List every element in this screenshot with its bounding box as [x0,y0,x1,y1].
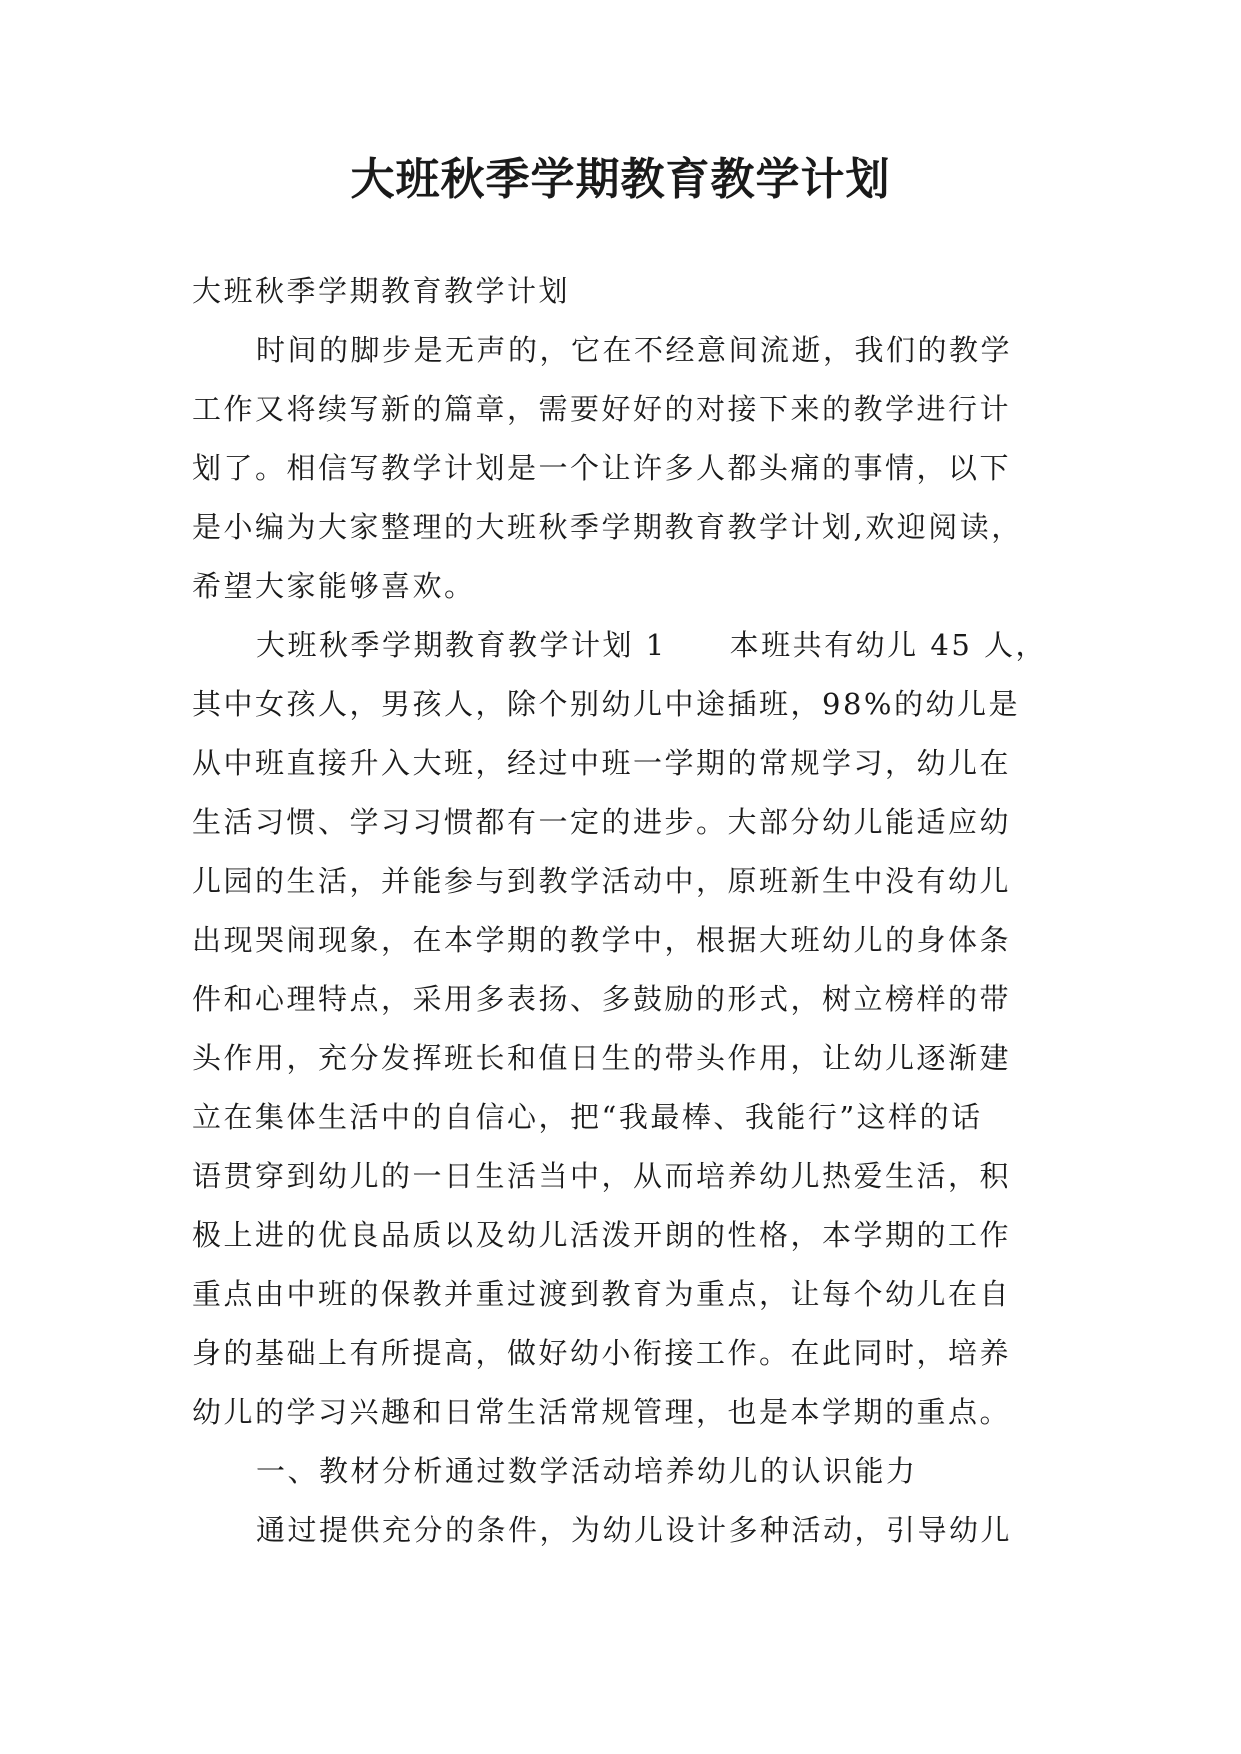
paragraph-line: 生活习惯、学习习惯都有一定的进步。大部分幼儿能适应幼 [192,805,1012,839]
paragraph-line: 时间的脚步是无声的，它在不经意间流逝，我们的教学 [256,333,1013,367]
paragraph-line: 头作用，充分发挥班长和值日生的带头作用，让幼儿逐渐建 [192,1041,1012,1075]
paragraph-line: 大班秋季学期教育教学计划 1 本班共有幼儿 45 人， [256,628,1048,662]
paragraph-line: 儿园的生活，并能参与到教学活动中，原班新生中没有幼儿 [192,864,1012,898]
paragraph-line: 立在集体生活中的自信心，把“我最棒、我能行”这样的话 [192,1100,983,1134]
document-body [192,262,1058,1560]
paragraph-line: 从中班直接升入大班，经过中班一学期的常规学习，幼儿在 [192,746,1012,780]
paragraph-line: 希望大家能够喜欢。 [192,569,476,603]
document-title: 大班秋季学期教育教学计划 [350,154,891,205]
subtitle-line: 大班秋季学期教育教学计划 [192,274,571,308]
paragraph-line: 划了。相信写教学计划是一个让许多人都头痛的事情，以下 [192,451,1012,485]
paragraph-line: 通过提供充分的条件，为幼儿设计多种活动，引导幼儿 [256,1513,1013,1547]
paragraph-line: 是小编为大家整理的大班秋季学期教育教学计划,欢迎阅读， [192,510,1023,544]
paragraph-line: 其中女孩人，男孩人，除个别幼儿中途插班，98%的幼儿是 [192,687,1020,721]
paragraph-line: 语贯穿到幼儿的一日生活当中，从而培养幼儿热爱生活，积 [192,1159,1012,1193]
section-heading: 一、教材分析通过数学活动培养幼儿的认识能力 [256,1454,918,1488]
paragraph-line: 工作又将续写新的篇章，需要好好的对接下来的教学进行计 [192,392,1012,426]
paragraph-line: 幼儿的学习兴趣和日常生活常规管理，也是本学期的重点。 [192,1395,1012,1429]
paragraph-line: 重点由中班的保教并重过渡到教育为重点，让每个幼儿在自 [192,1277,1012,1311]
paragraph-line: 身的基础上有所提高，做好幼小衔接工作。在此同时，培养 [192,1336,1012,1370]
paragraph-line: 件和心理特点，采用多表扬、多鼓励的形式，树立榜样的带 [192,982,1012,1016]
paragraph-line: 极上进的优良品质以及幼儿活泼开朗的性格，本学期的工作 [192,1218,1012,1252]
paragraph-line: 出现哭闹现象，在本学期的教学中，根据大班幼儿的身体条 [192,923,1012,957]
